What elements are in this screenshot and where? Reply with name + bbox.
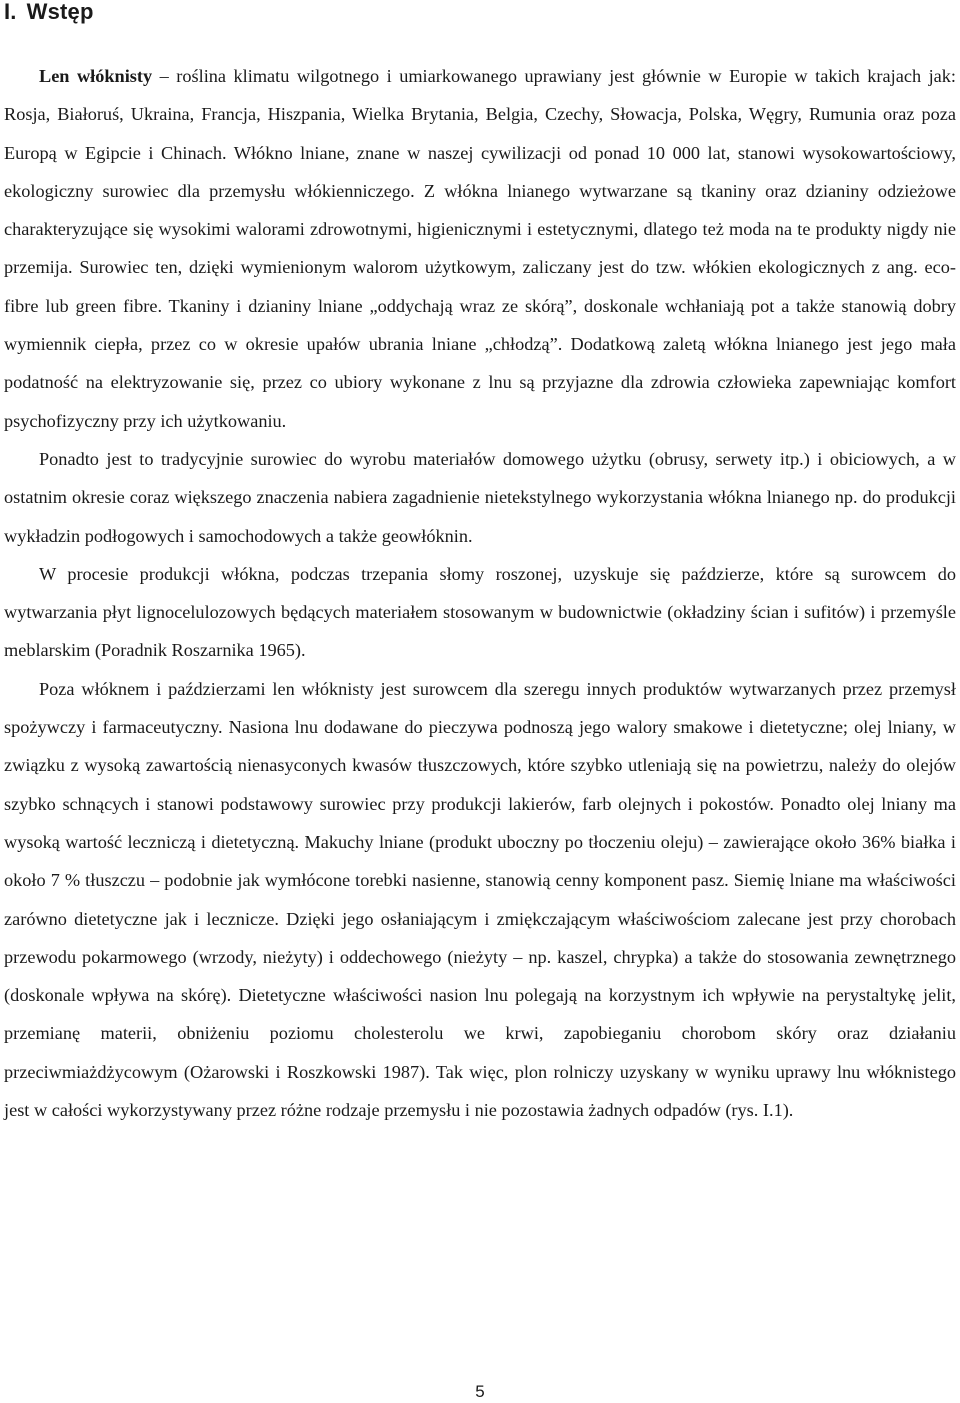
paragraph-shives xyxy=(4,555,956,670)
paragraph-intro xyxy=(4,57,956,440)
paragraph-text: Ponadto jest to tradycyjnie surowiec do wyrobu materiałów domowego użytku (obrusy, serwety itp.) i obiciowych, a w ostatnim okresie coraz większego znaczenia nabiera zagadnienie nietekstylnego wykorzystania włókna lnianego np. do produkcji wykładzin podłogowych i samochodowych a także geowłóknin. xyxy=(4,448,956,546)
paragraph-text: Poza włóknem i paździerzami len włóknisty jest surowcem dla szeregu innych produktów wytwarzanych przez przemysł spożywczy i farmaceutyczny. Nasiona lnu dodawane do pieczywa podnoszą jego walory smakowe i dietetyczne; olej lniany, w związku z wysoką zawartością nienasyconych kwasów tłuszczowych, które szybko utleniają się na powietrzu, należy do olejów szybko schnących i stanowi podstawowy surowiec przy produkcji lakierów, farb olejnych i pokostów. Ponadto olej lniany ma wysoką wartość leczniczą i dietetyczną. Makuchy lniane (produkt uboczny po tłoczeniu oleju) – zawierające około 36% białka i około 7 % tłuszczu – podobnie jak wymłócone torebki nasienne, stanowią cenny komponent pasz. Siemię lniane ma właściwości zarówno dietetyczne jak i lecznicze. Dzięki jego osłaniającym i zmiękczającym właściwościom zalecane jest przy chorobach przewodu pokarmowego (wrzody, nieżyty) i oddechowego (nieżyty – np. kaszel, chrypka) a także do stosowania zewnętrznego (doskonale wpływa na skórę). Dietetyczne właściwości nasion lnu polegają na korzystnym ich wpływie na perystaltykę jelit, przemianę materii, obniżeniu poziomu cholesterolu we krwi, zapobieganiu chorobom skóry oraz działaniu przeciwmiażdżycowym (Ożarowski i Roszkowski 1987). Tak więc, plon rolniczy uzyskany w wyniku uprawy lnu włóknistego jest w całości wykorzystywany przez różne rodzaje przemysłu i nie pozostawia żadnych odpadów (rys. I.1). xyxy=(4,678,956,1121)
section-heading xyxy=(4,0,94,25)
paragraph-household-uses xyxy=(4,440,956,555)
page-number: 5 xyxy=(475,1382,485,1401)
section-number: I. xyxy=(4,0,17,24)
paragraph-text: W procesie produkcji włókna, podczas trzepania słomy roszonej, uzyskuje się paździerze, które są surowcem do wytwarzania płyt lignocelulozowych będących materiałem stosowanym w budownictwie (okładziny ścian i sufitów) i przemyśle meblarskim (Poradnik Roszarnika 1965). xyxy=(4,563,956,661)
paragraph-text: – roślina klimatu wilgotnego i umiarkowanego uprawiany jest głównie w Europie w takich krajach jak: Rosja, Białoruś, Ukraina, Francja, Hiszpania, Wielka Brytania, Belgia, Czechy, Słowacja, Polska, Węgry, Rumunia oraz poza Europą w Egipcie i Chinach. Włókno lniane, znane w naszej cywilizacji od ponad 10 000 lat, stanowi wysokowartościowy, ekologiczny surowiec dla przemysłu włókienniczego. Z włókna lnianego wytwarzane są tkaniny oraz dzianiny odzieżowe charakteryzujące się wysokimi walorami zdrowotnymi, higienicznymi i estetycznymi, dlatego też moda na te produkty nigdy nie przemija. Surowiec ten, dzięki wymienionym walorom użytkowym, zaliczany jest do tzw. włókien ekologicznych z ang. eco-fibre lub green fibre. Tkaniny i dzianiny lniane „oddychają wraz ze skórą”, doskonale wchłaniają pot a także stanowią dobry wymiennik ciepła, przez co w okresie upałów ubrania lniane „chłodzą”. Dodatkową zaletą włókna lnianego jest jego mała podatność na elektryzowanie się, przez co ubiory wykonane z lnu są przyjazne dla zdrowia człowieka zapewniając komfort psychofizyczny przy ich użytkowaniu. xyxy=(4,66,956,431)
paragraph-lead-term: Len włóknisty xyxy=(39,66,153,86)
section-title: Wstęp xyxy=(26,0,94,24)
paragraph-food-pharma xyxy=(4,670,956,1130)
body-text xyxy=(4,57,956,1129)
